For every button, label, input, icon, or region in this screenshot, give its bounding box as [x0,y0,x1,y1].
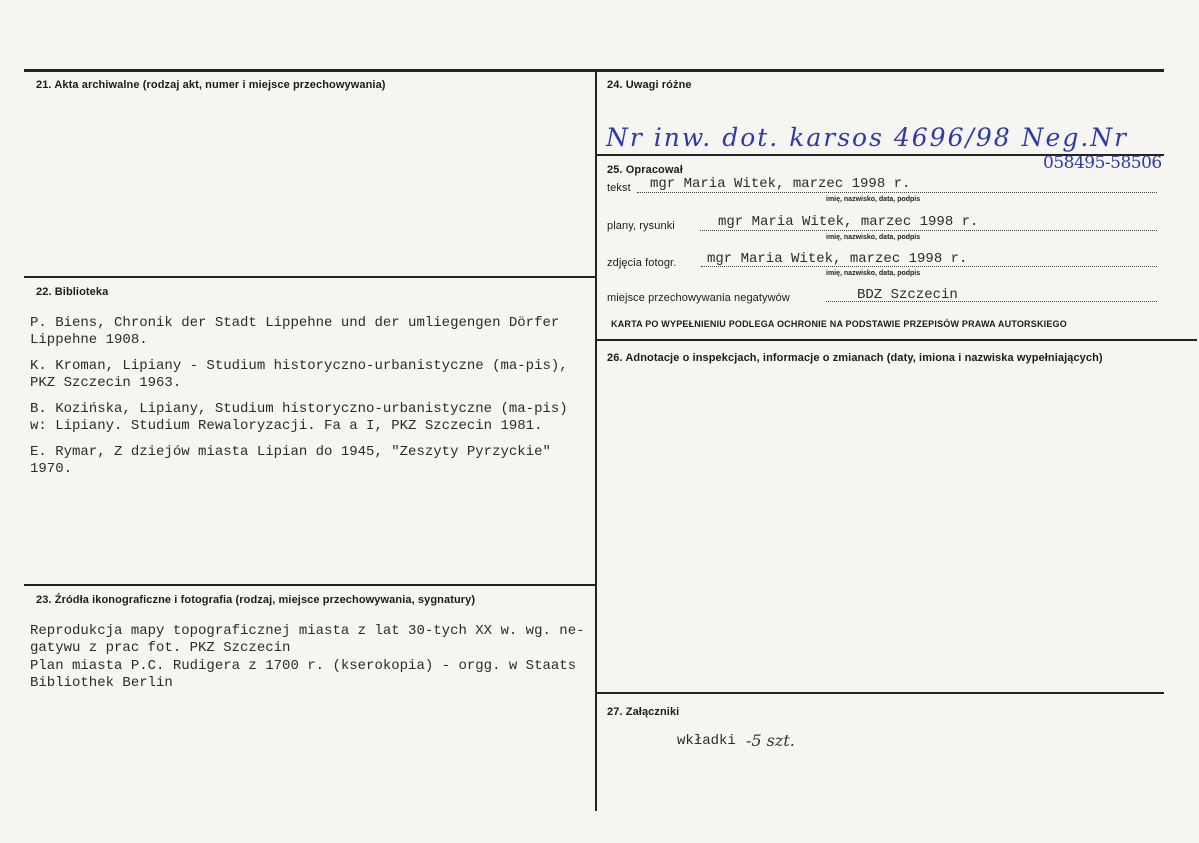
plans-author-value: mgr Maria Witek, marzec 1998 r. [718,214,979,230]
top-rule-right [596,69,1164,72]
bibliography-entry: K. Kroman, Lipiany - Studium historyczno-urbanistyczne (ma-pis), PKZ Szczecin 1963. [30,358,568,391]
rule-section-22 [24,276,596,278]
signature-hint: imię, nazwisko, data, podpis [826,270,921,277]
iconography-line: Reprodukcja mapy topograficznej miasta z lat 30-tych XX w. wg. ne- [30,623,585,639]
rule-section-23 [24,584,596,586]
top-rule-left [24,69,596,72]
bibliography-entry: E. Rymar, Z dziejów miasta Lipian do 1945, "Zeszyty Pyrzyckie" 1970. [30,444,551,477]
negatives-location-value: BDZ Szczecin [857,287,958,303]
text-author-value: mgr Maria Witek, marzec 1998 r. [650,176,911,192]
center-vertical-rule [595,69,597,811]
signature-hint: imię, nazwisko, data, podpis [826,196,921,203]
section-21-heading: 21. Akta archiwalne (rodzaj akt, numer i miejsce przechowywania) [36,79,386,91]
bibliography-list [30,315,590,487]
inventory-note-handwritten: Nr inw. dot. karsos 4696/98 Neg.Nr [606,123,1129,152]
text-author-label: tekst [607,182,631,194]
negatives-location-label: miejsce przechowywania negatywów [607,292,790,304]
photos-author-value: mgr Maria Witek, marzec 1998 r. [707,251,968,267]
plans-author-label: plany, rysunki [607,220,675,232]
section-25-heading: 25. Opracował [607,164,683,176]
rule-section-26 [597,339,1197,341]
section-23-heading: 23. Źródła ikonograficzne i fotografia (rodzaj, miejsce przechowywania, sygnatury) [36,594,476,606]
bibliography-entry: P. Biens, Chronik der Stadt Lippehne und der umliegengen Dörfer Lippehne 1908. [30,315,560,348]
iconography-line: Bibliothek Berlin [30,675,173,691]
section-24-heading: 24. Uwagi różne [607,79,692,91]
bibliography-entry: B. Kozińska, Lipiany, Studium historyczno-urbanistyczne (ma-pis) w: Lipiany. Studium Rewaloryzacji. Fa a I, PKZ Szczecin 1981. [30,401,568,434]
section-22-heading: 22. Biblioteka [36,286,109,298]
negative-numbers-handwritten: 058495-58506 [1043,153,1162,173]
section-27-heading: 27. Załączniki [607,706,680,718]
photos-author-label: zdjęcia fotogr. [607,257,677,269]
iconography-line: gatywu z prac fot. PKZ Szczecin [30,640,291,656]
signature-hint: imię, nazwisko, data, podpis [826,234,921,241]
rule-section-27 [597,692,1164,694]
section-26-heading: 26. Adnotacje o inspekcjach, informacje o zmianach (daty, imiona i nazwiska wypełniających) [607,352,1103,364]
attachments-typed: wkładki [677,733,736,749]
iconography-line: Plan miasta P.C. Rudigera z 1700 r. (kserokopia) - orgg. w Staats [30,658,577,674]
attachments-handwritten: -5 szt. [746,731,795,750]
copyright-notice: KARTA PO WYPEŁNIENIU PODLEGA OCHRONIE NA PODSTAWIE PRZEPISÓW PRAWA AUTORSKIEGO [611,319,1067,329]
